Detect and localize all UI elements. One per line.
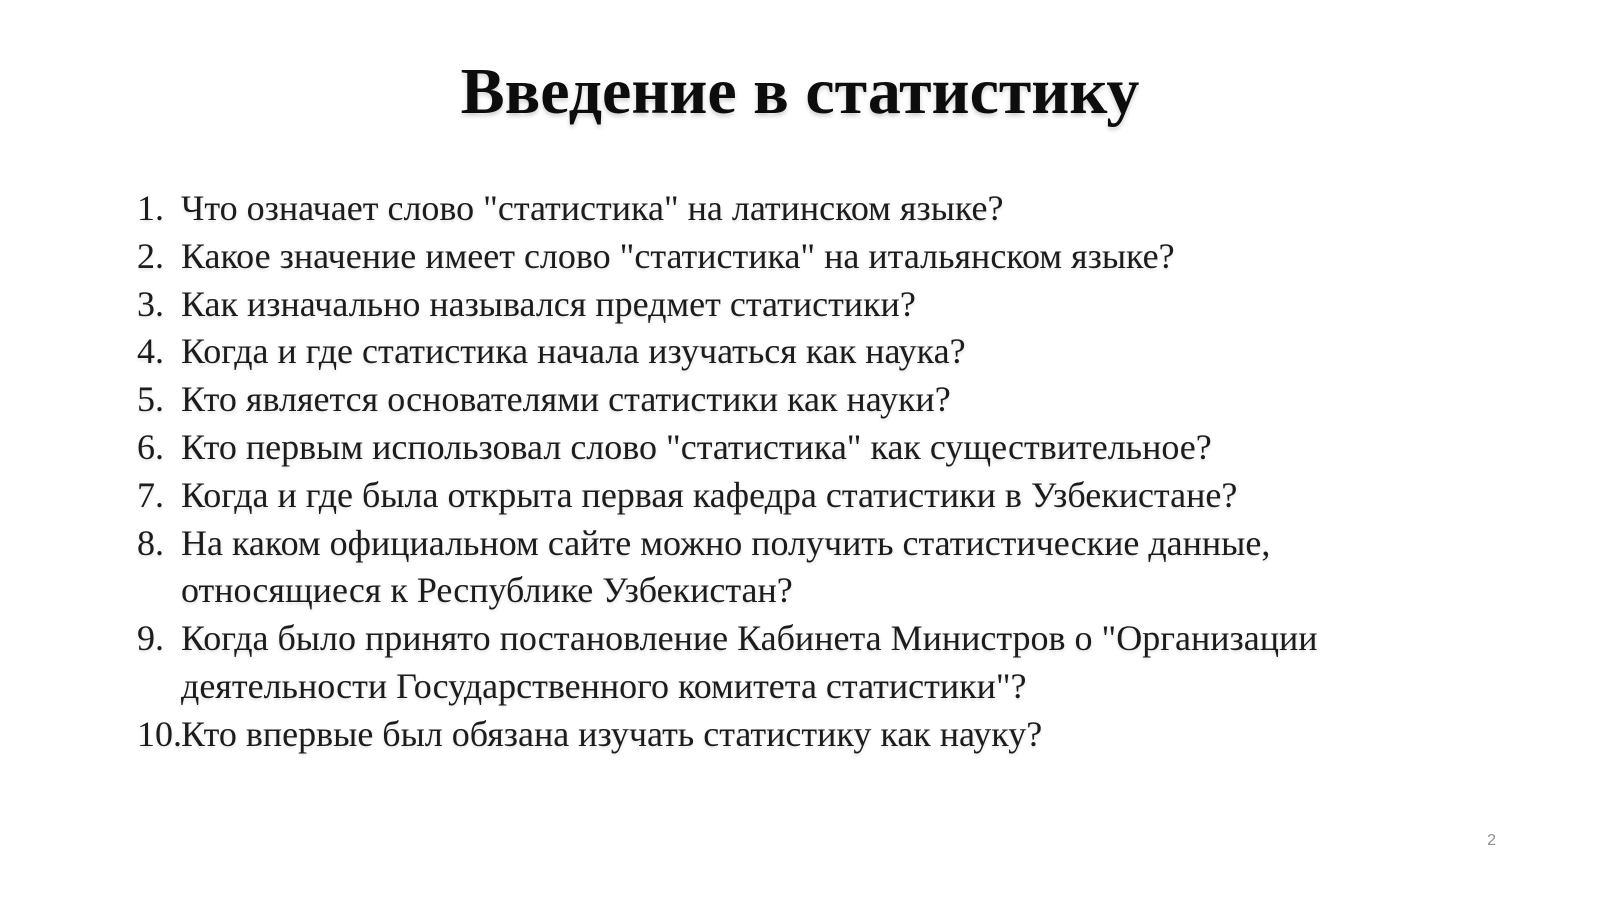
question-number: 2. [137, 235, 164, 276]
question-item [137, 615, 1467, 711]
question-text: Когда и где была открыта первая кафедра статистики в Узбекистане? [181, 474, 1238, 515]
question-list [137, 185, 1467, 759]
question-item [137, 376, 1467, 424]
question-text: Как изначально назывался предмет статистики? [181, 283, 916, 324]
question-number: 6. [137, 426, 164, 467]
question-number: 8. [137, 522, 164, 563]
question-number: 10. [137, 713, 182, 754]
question-number: 9. [137, 618, 164, 659]
question-text: Когда было принято постановление Кабинета Министров о "Организации деятельности Государственного комитета статистики"? [181, 618, 1318, 706]
question-text: Кто является основателями статистики как науки? [181, 379, 951, 420]
slide-title: Введение в статистику [460, 55, 1140, 128]
question-number: 3. [137, 283, 164, 324]
question-item [137, 424, 1467, 472]
question-item [137, 711, 1467, 759]
question-item [137, 233, 1467, 281]
question-number: 7. [137, 474, 164, 515]
question-number: 5. [137, 379, 164, 420]
question-text: Когда и где статистика начала изучаться как наука? [181, 331, 966, 372]
question-item [137, 328, 1467, 376]
question-item [137, 520, 1467, 616]
question-text: На каком официальном сайте можно получить статистические данные, относящиеся к Республике Узбекистан? [181, 522, 1271, 611]
question-text: Какое значение имеет слово "статистика" на итальянском языке? [181, 235, 1175, 276]
question-text: Кто впервые был обязана изучать статистику как науку? [181, 713, 1043, 754]
question-text: Кто первым использовал слово "статистика" как существительное? [181, 426, 1212, 467]
question-item [137, 281, 1467, 329]
page-number: 2 [1487, 832, 1496, 849]
question-number: 1. [137, 188, 164, 228]
question-item [137, 185, 1467, 233]
question-item [137, 472, 1467, 520]
question-number: 4. [137, 331, 164, 372]
question-text: Что означает слово "статистика" на латинском языке? [181, 188, 1004, 228]
